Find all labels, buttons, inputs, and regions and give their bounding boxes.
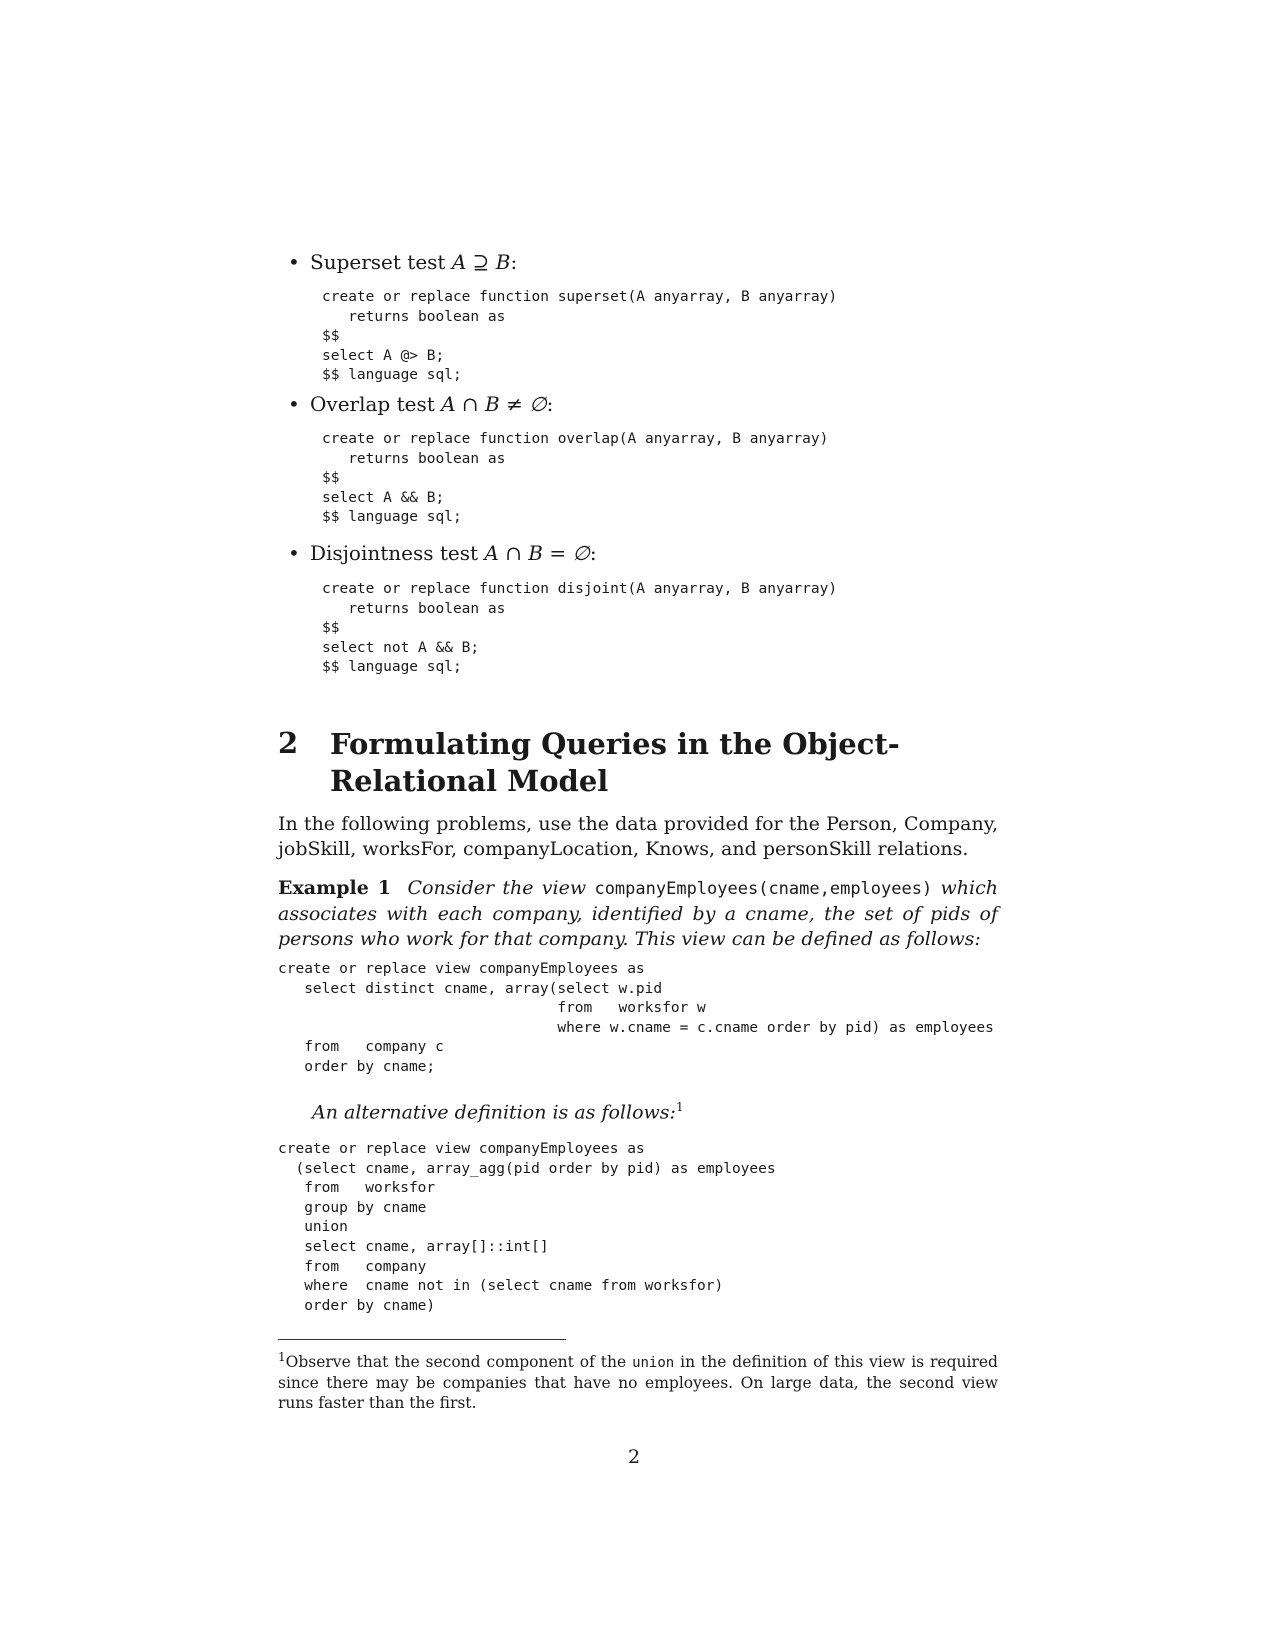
bullet-label: Overlap test — [310, 392, 442, 416]
view-signature: companyEmployees(cname,employees) — [594, 879, 933, 899]
bullet-overlap: • Overlap test A ∩ B ≠ ∅: — [288, 392, 554, 416]
math-expression: A ⊇ B — [451, 250, 511, 274]
bullet-superset: • Superset test A ⊇ B: — [288, 250, 518, 274]
footnote-marker: 1 — [675, 1100, 684, 1114]
code-view-definition-1: create or replace view companyEmployees as select distinct cname, array(select w.pid from worksfor w where w.cname = c.cname order by pid) as employees from company c order by cname; — [278, 961, 994, 1075]
bullet-label: Superset test — [310, 250, 452, 274]
footnote: $^1$Observe that the second component of the union in the definition of this view is required since there may be companies that have no employees. On large data, the second view runs faster than the first. — [278, 1350, 998, 1413]
code-view-definition-2: create or replace view companyEmployees as (select cname, array_agg(pid order by pid) as employees from worksfor group by cname union select cname, array[]::int[] from company where cname not in (select cname from worksfor) order by cname) — [278, 1141, 776, 1314]
bullet-label: Disjointness test — [310, 541, 485, 565]
footnote-mark: 1 — [278, 1350, 286, 1364]
bullet-dot: • — [288, 541, 300, 565]
math-expression: A ∩ B = ∅ — [484, 541, 590, 565]
section-number: 2 — [278, 726, 299, 760]
bullet-dot: • — [288, 392, 300, 416]
math-expression: A ∩ B ≠ ∅ — [441, 392, 547, 416]
code-disjoint: create or replace function disjoint(A anyarray, B anyarray) returns boolean as $$ select not A && B; $$ language sql; — [322, 581, 838, 676]
code-superset: create or replace function superset(A anyarray, B anyarray) returns boolean as $$ select A @> B; $$ language sql; — [322, 289, 838, 384]
example-paragraph: Example 1 Consider the view companyEmployees(cname,employees) which associates with each company, identified by a cname, the set of pids of persons who work for that company. This view can be defined as follows: — [278, 877, 998, 950]
code-overlap: create or replace function overlap(A anyarray, B anyarray) returns boolean as $$ select A && B; $$ language sql; — [322, 431, 829, 526]
page-number: 2 — [628, 1446, 641, 1468]
example-label: Example 1 — [278, 877, 391, 899]
footnote-rule — [278, 1339, 566, 1340]
bullet-disjoint: • Disjointness test A ∩ B = ∅: — [288, 541, 597, 565]
intro-paragraph: In the following problems, use the data provided for the Person, Company, jobSkill, worksFor, companyLocation, Knows, and personSkill relations. — [278, 813, 998, 860]
section-title: Formulating Queries in the Object-Relational Model — [330, 727, 900, 798]
bullet-dot: • — [288, 250, 300, 274]
alternative-definition-text: An alternative definition is as follows:$^1$ — [312, 1100, 684, 1124]
